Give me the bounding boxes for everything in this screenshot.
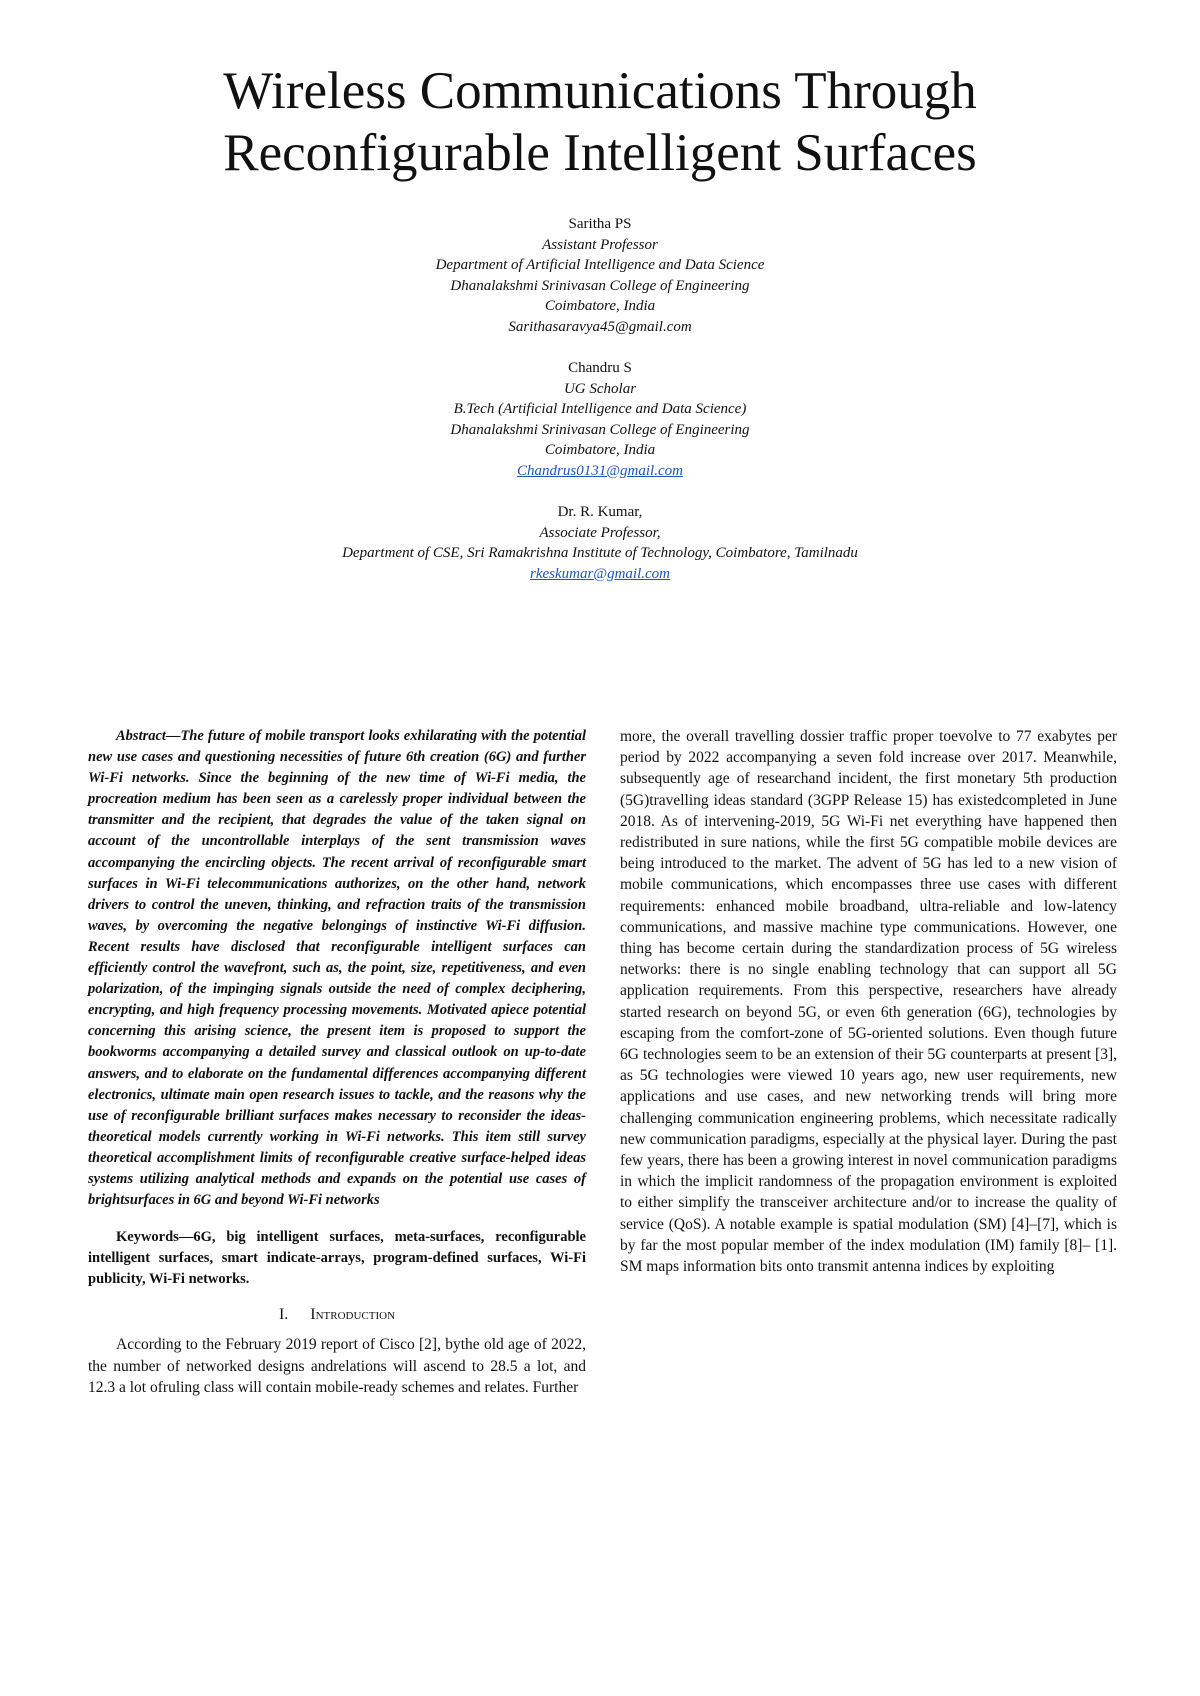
author-location: Coimbatore, India: [544, 298, 656, 314]
author-role: Associate Professor,: [539, 524, 661, 541]
author-institution: Dhanalakshmi Srinivasan College of Engineering: [450, 421, 750, 438]
author-name: Dr. R. Kumar,: [557, 504, 643, 520]
author-department: Department of CSE, Sri Ramakrishna Institute of Technology, Coimbatore, Tamilnadu: [342, 545, 858, 561]
author-name: Chandru S: [568, 360, 632, 376]
author-location: Coimbatore, India: [544, 442, 656, 458]
author-name: Saritha PS: [568, 216, 632, 232]
author-block: [150, 214, 1050, 605]
right-column-text: more, the overall travelling dossier traffic proper toevolve to 77 exabytes per period by 2022 accompanying a seven fold increase over 2017. Meanwhile, subsequently age of researchand incident, the first monetary 5th production (5G)travelling ideas standard (3GPP Release 15) has existedcompleted in June 2018. As of intervening-2019, 5G Wi-Fi net everything have happened then redistributed in sure nations, while the first 5G compatible mobile devices are being introduced to the market. The advent of 5G has led to a new vision of mobile communications, which encompasses three use cases with different requirements: enhanced mobile broadband, ultra-reliable and low-latency communications, and massive machine type communications. However, one thing has become certain during the standardization process of 5G wireless networks: there is no single enabling technology that can support all 5G application requirements. From this perspective, researchers have already started research on beyond 5G, or even 6th generation (6G), technologies by escaping from the comfort-zone of 5G-oriented solutions. Even though future 6G technologies seem to be an extension of their 5G counterparts at present [3], as 5G technologies were viewed 10 years ago, new user requirements, new applications and use cases, and new networking trends will bring more challenging communication engineering problems, which necessitate radically new communication paradigms, especially at the physical layer. During the past few years, there has been a growing interest in novel communication paradigms in which the implicit randomness of the propagation environment is exploited to either simplify the transceiver architecture and/or to increase the quality of service (QoS). A notable example is spatial modulation (SM) [4]–[7], which is by far the most popular member of the index modulation (IM) family [8]– [1]. SM maps information bits onto transmit antenna indices by exploiting: [620, 728, 1117, 1276]
section-number: I.: [278, 1306, 289, 1324]
title-line-1: Wireless Communications Through: [223, 62, 977, 120]
author-2: [150, 358, 1050, 481]
author-3: [150, 502, 1050, 584]
author-email-link[interactable]: Chandrus0131@gmail.com: [517, 462, 683, 479]
author-1: [150, 214, 1050, 337]
paper-title: [80, 60, 1120, 184]
right-column: [620, 726, 1117, 1277]
author-department: Department of Artificial Intelligence and Data Science: [435, 257, 765, 273]
keywords: Keywords—6G, big intelligent surfaces, meta-surfaces, reconfigurable intelligent surfaces, smart indicate-arrays, program-defined surfaces, Wi-Fi publicity, Wi-Fi networks.: [88, 1229, 586, 1288]
title-line-2: Reconfigurable Intelligent Surfaces: [223, 124, 977, 182]
abstract: Abstract—The future of mobile transport looks exhilarating with the potential new use cases and questioning necessities of future 6th creation (6G) and further Wi-Fi networks. Since the beginning of the new time of Wi-Fi media, the procreation medium has been seen as a carelessly proper individual between the transmitter and the recipient, that degrades the value of the taken signal on account of the uncontrollable interplays of the sent transmission waves accompanying the encircling objects. The recent arrival of reconfigurable smart surfaces in Wi-Fi telecommunications authorizes, on the other hand, network drivers to control the uneven, thinking, and refraction traits of the transmission waves, by overcoming the negative belongings of instinctive Wi-Fi diffusion. Recent results have disclosed that reconfigurable intelligent surfaces can efficiently control the wavefront, such as, the point, size, repetitiveness, and even polarization, of the impinging signals outside the need of complex deciphering, encrypting, and high frequency processing movements. Motivated apiece potential concerning this arising science, the present item is proposed to support the bookworms accompanying a detailed survey and classical outlook on up-to-date answers, and to elaborate on the fundamental differences accompanying different electronics, ultimate main open research issues to tackle, and the reasons why the use of reconfigurable brilliant surfaces makes necessary to reconsider the ideas-theoretical models currently working in Wi-Fi networks. This item still survey theoretical accomplishment limits of reconfigurable creative surface-helped ideas systems utilizing analytical methods and expands on the potential use cases of brightsurfaces in 6G and beyond Wi-Fi networks: [88, 728, 586, 1209]
author-department: B.Tech (Artificial Intelligence and Data Science): [453, 401, 747, 417]
author-role: Assistant Professor: [542, 236, 658, 253]
author-institution: Dhanalakshmi Srinivasan College of Engineering: [450, 277, 750, 294]
left-column: [88, 726, 586, 1398]
author-email: Sarithasaravya45@gmail.com: [508, 318, 692, 335]
section-heading: [88, 1304, 586, 1325]
introduction-text: According to the February 2019 report of Cisco [2], bythe old age of 2022, the number of networked designs andrelations will ascend to 28.5 a lot, and 12.3 a lot ofruling class will contain mobile-ready schemes and relates. Further: [88, 1336, 586, 1396]
author-role: UG Scholar: [563, 380, 637, 397]
section-title: Introduction: [310, 1306, 396, 1324]
author-email-link[interactable]: rkeskumar@gmail.com: [529, 565, 671, 582]
